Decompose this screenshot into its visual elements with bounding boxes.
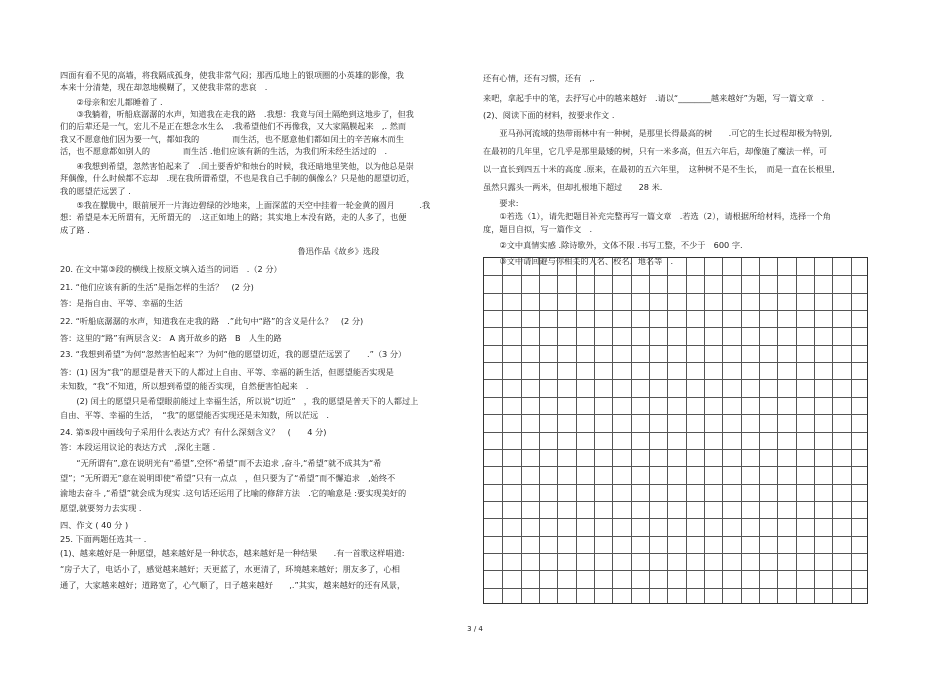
- text-line: 要求:: [483, 198, 519, 208]
- composition-grid: [483, 257, 868, 604]
- text-line: 24. 第⑤段中画线句子采用什么表达方式？有什么深刻含义？ ( 4 分): [60, 427, 327, 437]
- text-line: “房子大了，电话小了，感觉越来越好；天更蓝了，水更清了，环境越来越好；朋友多了，心相: [60, 564, 400, 574]
- grid-row-line: [484, 518, 867, 519]
- text-line: 亚马孙河流域的热带雨林中有一种树，是那里长得最高的树 .可它的生长过程却极为特别,: [483, 128, 833, 138]
- text-line: 来吧，拿起手中的笔，去抒写心中的越来越好 .请以“________越来越好”为题，写一篇文章 .: [483, 93, 825, 103]
- text-line: 以一直长到四五十米的高度 .原来，在最初的五六年里， 这种树不是不生长， 而是一直在长根里,: [483, 164, 835, 174]
- grid-row-line: [484, 379, 867, 380]
- text-line: 度，题目自拟，写一篇作文 .: [483, 224, 593, 234]
- text-line: 望”；“无所谓无”意在说明即使“希望”只有一点点 ，但只要为了“希望”而不懈追求 ,始终不: [60, 473, 396, 483]
- text-line: 20. 在文中第③段的横线上按原文填入适当的词语 .（2 分）: [60, 264, 282, 274]
- grid-row-line: [484, 588, 867, 589]
- grid-row-line: [484, 275, 867, 276]
- text-line: 成了路 .: [60, 225, 90, 235]
- text-line: 拜偶像，什么时候都不忘却 .现在我所谓希望，不也是我自己手制的偶像么？只是他的愿望切近，: [60, 173, 415, 183]
- text-line: ⑤我在朦胧中，眼前展开一片海边碧绿的沙地来，上面深蓝的天空中挂着一轮金黄的圆月 .我: [60, 200, 431, 210]
- grid-row-line: [484, 310, 867, 311]
- text-line: ①若选（1），请先把题目补充完整再写一篇文章 .若选（2），请根据所给材料，选择一个角: [483, 211, 831, 221]
- text-line: ③我躺着，听船底潺潺的水声，知道我在走我的路 .我想：我竟与闰土隔绝到这地步了，但我: [60, 109, 414, 119]
- text-line: 还有心情，还有习惯，还有 ,.: [483, 73, 595, 83]
- text-line: 四、作文 ( 40 分 ): [60, 520, 129, 530]
- text-line: 渝地去奋斗 ,“希望”就会成为现实 .这句话还运用了比喻的修辞方法 .它的喻意是 :要实现美好的: [60, 488, 407, 498]
- text-line: 自由、平等、幸福的生活， “我”的愿望能否实现还是未知数，所以茫远 .: [60, 410, 329, 420]
- text-line: 们的后辈还是一气，宏儿不是正在想念水生么 .我希望他们不再像我，又大家隔膜起来 ,. 然而: [60, 121, 407, 131]
- text-line: ④我想到希望，忽然害怕起来了 .闰土要香炉和烛台的时候，我还暗地里笑他，以为他总是崇: [60, 161, 414, 171]
- text-line: (2) 闰土的愿望只是希望眼前能过上幸福生活，所以说“切近” ，我的愿望是普天下的人都过上: [60, 396, 419, 406]
- text-line: 本来十分清楚，现在却忽地模糊了，又使我非常的悲哀 .: [60, 82, 268, 92]
- text-line: 想：希望是本无所谓有，无所谓无的 .这正如地上的路；其实地上本没有路，走的人多了，也便: [60, 212, 407, 222]
- grid-row-line: [484, 362, 867, 363]
- text-line: (2)、阅读下面的材料，按要求作文 .: [483, 110, 615, 120]
- grid-row-line: [484, 570, 867, 571]
- text-line: 22. “听船底潺潺的水声，知道我在走我的路 .”此句中“路”的含义是什么？ (2 分): [60, 316, 364, 326]
- grid-row-line: [484, 327, 867, 328]
- text-line: 在最初的几年里，它几乎是那里最矮的树，只有一米多高，但五六年后，却像施了魔法一样，可: [483, 146, 827, 156]
- text-line: “无所谓有”,意在说明光有“希望”,空怀“希望”而不去追求 ,奋斗,“希望”就不成其为“希: [60, 458, 382, 468]
- text-line: (1)、越来越好是一种愿望，越来越好是一种状态，越来越好是一种结果 .有一首歌这样唱道:: [60, 548, 405, 558]
- text-line: ②文中真情实感 .除诗歌外，文体不限 .书写工整，不少于 600 字.: [483, 240, 743, 250]
- grid-row-line: [484, 484, 867, 485]
- text-line: 23. “我想到希望”为何“忽然害怕起来”？为何“他的愿望切近，我的愿望茫远罢了 .”（3 分）: [60, 349, 407, 359]
- text-line: 答：是指自由、平等、幸福的生活: [60, 298, 183, 308]
- text-line: 21. “他们应该有新的生活”是指怎样的生活？ (2 分): [60, 282, 254, 292]
- text-line: 答：(1) 因为“我”的愿望是普天下的人都过上自由、平等、幸福的新生活，但愿望能否实现是: [60, 367, 394, 377]
- text-line: 我又不愿意他们因为要一气，都如我的 而生活，也不愿意他们都如闰土的辛苦麻木而生: [60, 134, 404, 144]
- grid-row-line: [484, 449, 867, 450]
- text-line: 未知数，“我”不知道，所以想到希望的能否实现，自然便害怕起来 .: [60, 381, 309, 391]
- grid-row-line: [484, 501, 867, 502]
- grid-row-line: [484, 293, 867, 294]
- grid-row-line: [484, 432, 867, 433]
- text-line: ②母亲和宏儿都睡着了 .: [60, 97, 163, 107]
- text-line: 答：这里的“路”有两层含义: A 离开故乡的路 B 人生的路: [60, 333, 282, 343]
- text-line: 25. 下面两题任选其一 .: [60, 534, 147, 544]
- grid-row-line: [484, 536, 867, 537]
- text-line: 四面有看不见的高墙，将我隔成孤身，使我非常气闷；那西瓜地上的银项圈的小英雄的影像，我: [60, 70, 404, 80]
- grid-row-line: [484, 345, 867, 346]
- text-line: 活，也不愿意都如别人的 而生活 .他们应该有新的生活，为我们所未经生活过的 .: [60, 146, 388, 156]
- text-line: 通了，大家越来越好；道路宽了，心气顺了，日子越来越好 ,.”其实，越来越好的还有风景，: [60, 580, 406, 590]
- page-number: 3 / 4: [467, 625, 483, 633]
- text-line: 我的愿望茫远罢了 .: [60, 186, 131, 196]
- text-line: 鲁迅作品《故乡》选段: [60, 246, 380, 256]
- text-line: 虽然只露头一两米，但却扎根地下超过 28 米.: [483, 182, 663, 192]
- grid-row-line: [484, 397, 867, 398]
- grid-row-line: [484, 414, 867, 415]
- grid-row-line: [484, 466, 867, 467]
- grid-row-line: [484, 553, 867, 554]
- text-line: 愿望,就要努力去实现 .: [60, 503, 142, 513]
- text-line: 答：本段运用议论的表达方式 ,深化主题 .: [60, 442, 216, 452]
- text-line: ③文中请回避与你相关的人名、校名、地名等 .: [483, 256, 674, 266]
